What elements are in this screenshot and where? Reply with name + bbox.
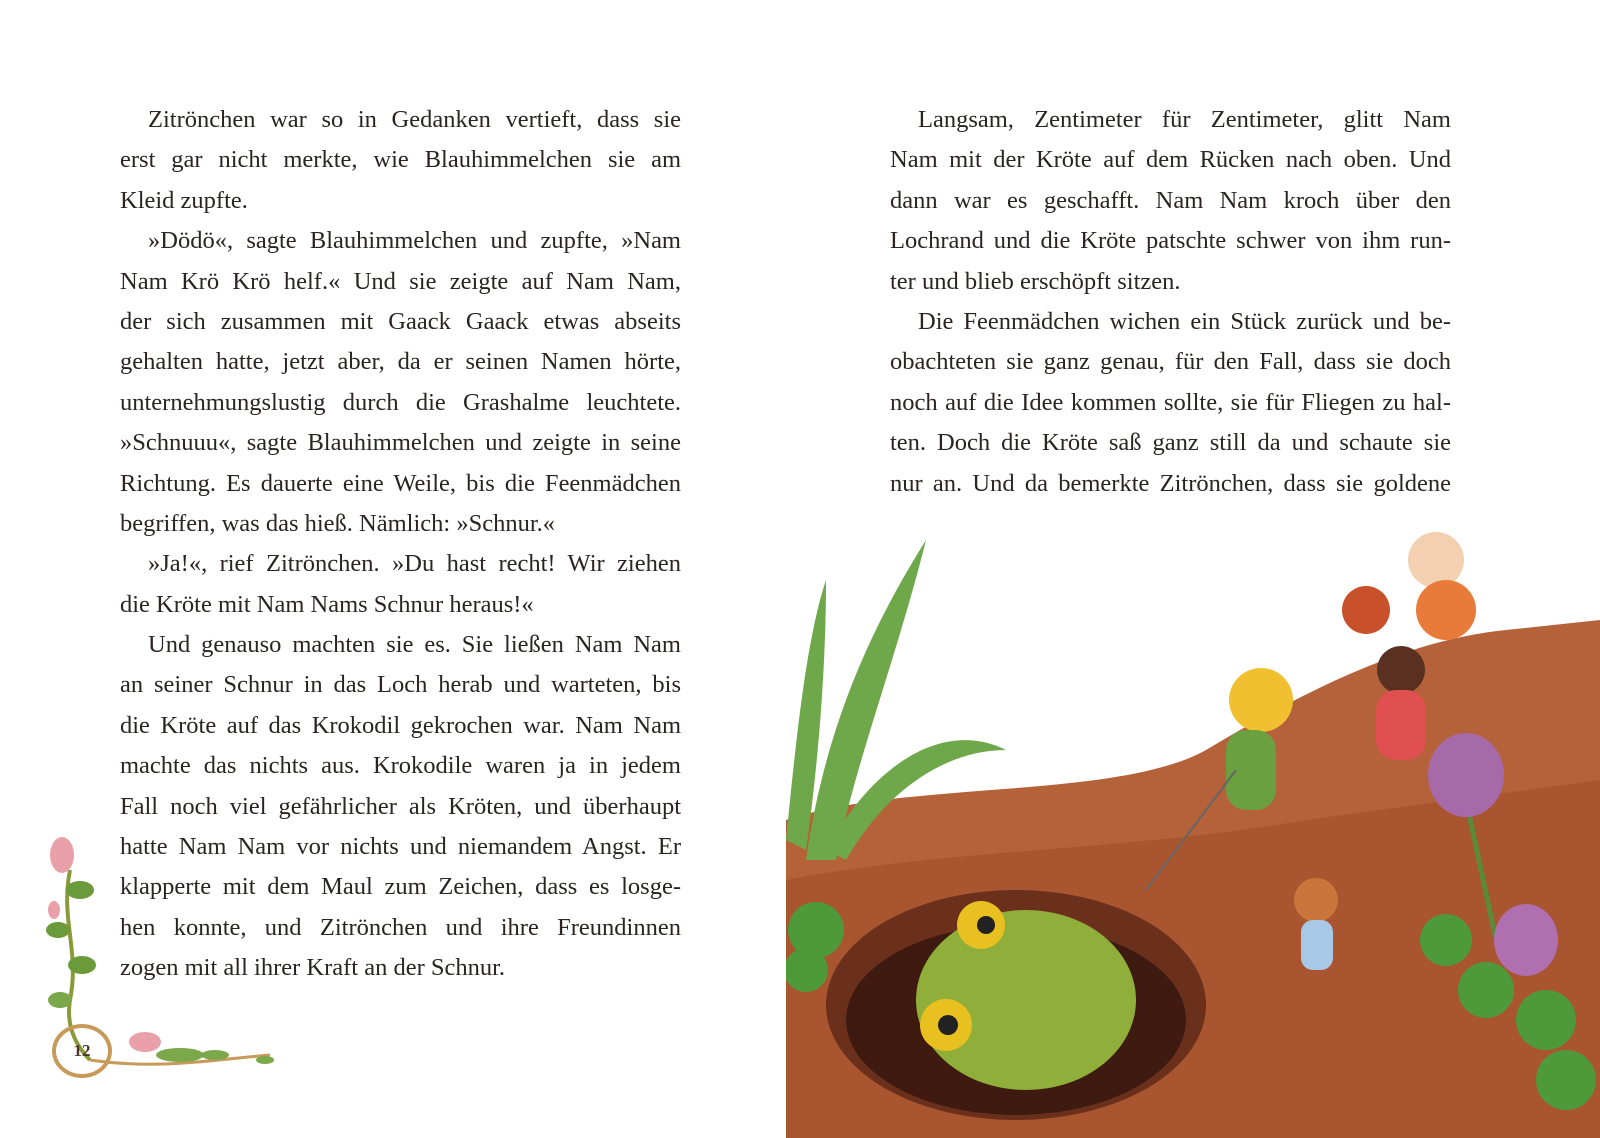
text-line: die Kröte auf das Krokodil gekrochen war. Nam Nam <box>120 711 681 739</box>
text-line: erst gar nicht merkte, wie Blauhimmelchen sie am <box>120 146 681 174</box>
text-line: begriffen, was das hieß. Nämlich: »Schnur.« <box>120 509 556 537</box>
page-number: 12 <box>52 1024 112 1078</box>
text-line: nur an. Und da bemerkte Zitrönchen, dass sie goldene <box>890 469 1451 497</box>
text-line: »Ja!«, rief Zitrönchen. »Du hast recht! Wir ziehen <box>148 550 681 578</box>
text-line: Fall noch viel gefährlicher als Kröten, und überhaupt <box>120 792 681 820</box>
text-line: Nam mit der Kröte auf dem Rücken nach oben. Und <box>890 146 1451 174</box>
text-line: »Schnuuu«, sagte Blauhimmelchen und zeigte in seine <box>120 429 681 457</box>
text-line: der sich zusammen mit Gaack Gaack etwas abseits <box>120 307 681 335</box>
text-line: klapperte mit dem Maul zum Zeichen, dass es losge- <box>120 873 681 901</box>
text-line: an seiner Schnur in das Loch herab und warteten, bis <box>120 671 681 699</box>
text-line: die Kröte mit Nam Nams Schnur heraus!« <box>120 590 534 618</box>
right-page-text <box>890 100 1451 504</box>
left-page <box>0 0 786 1138</box>
text-line: gehalten hatte, jetzt aber, da er seinen Namen hörte, <box>120 348 681 376</box>
text-line: noch auf die Idee kommen sollte, sie für Fliegen zu hal- <box>890 388 1451 416</box>
text-line: hatte Nam Nam vor nichts und niemandem Angst. Er <box>120 833 681 861</box>
right-page <box>786 0 1600 1138</box>
text-line: ter und blieb erschöpft sitzen. <box>890 267 1181 295</box>
text-line: Und genauso machten sie es. Sie ließen Nam Nam <box>148 631 681 659</box>
text-line: ten. Doch die Kröte saß ganz still da und schaute sie <box>890 429 1451 457</box>
text-line: unternehmungslustig durch die Grashalme leuchtete. <box>120 388 681 416</box>
text-line: Langsam, Zentimeter für Zentimeter, glitt Nam <box>918 106 1451 133</box>
text-line: Die Feenmädchen wichen ein Stück zurück und be- <box>918 307 1451 335</box>
text-line: dann war es geschafft. Nam Nam kroch über den <box>890 186 1451 214</box>
text-line: Zitrönchen war so in Gedanken vertieft, dass sie <box>148 106 681 133</box>
text-line: Richtung. Es dauerte eine Weile, bis die Feenmädchen <box>120 469 681 497</box>
text-line: machte das nichts aus. Krokodile waren ja in jedem <box>120 752 681 780</box>
text-line: obachteten sie ganz genau, für den Fall, dass sie doch <box>890 348 1451 376</box>
text-line: zogen mit all ihrer Kraft an der Schnur. <box>120 954 506 982</box>
text-line: »Dödö«, sagte Blauhimmelchen und zupfte, »Nam <box>148 227 681 255</box>
illustration-fairies-pulling-toad <box>786 520 1600 1138</box>
text-line: Kleid zupfte. <box>120 186 248 214</box>
text-line: Nam Krö Krö helf.« Und sie zeigte auf Nam Nam, <box>120 267 681 295</box>
text-line: Lochrand und die Kröte patschte schwer von ihm run- <box>890 227 1451 255</box>
text-line: hen konnte, und Zitrönchen und ihre Freundinnen <box>120 913 681 941</box>
